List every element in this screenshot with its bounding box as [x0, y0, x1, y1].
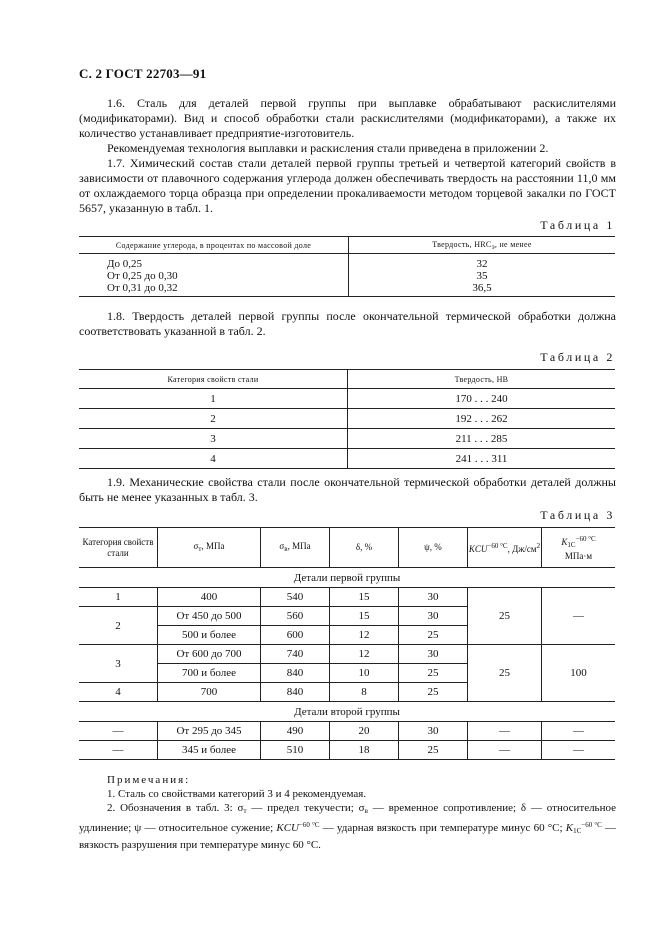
table-row: 4 700 840 8 25	[79, 683, 615, 702]
table3-header-delta: δ, %	[330, 528, 399, 568]
table3-header-sigma-t: $\sigma_т$, МПа	[158, 528, 261, 568]
note-2: 2. Обозначения в табл. 3: $\sigma_т$ — предел текучести; $\sigma_в$ — временное сопротивление; δ — относительное удлинение; ψ — относительное сужение; $KCU^{-60 ^\circ С}$ — ударная вязкость при температуре минус 60 °С; $K_{1С}^{-60 ^\circ С}$ — вязкость разрушения при температуре минус 60 °С.	[79, 802, 617, 851]
table3-header-k1c: $K_{1С}^{-60 ^\circ С}$ МПа·м	[542, 528, 616, 568]
table3-group2-row	[79, 702, 615, 722]
table-row: До 0,25 32	[79, 254, 615, 271]
page-header: С. 2 ГОСТ 22703—91	[79, 66, 207, 81]
table-row: — 345 и более 510 18 25 — —	[79, 741, 615, 760]
kcu-cat12: 25	[468, 588, 542, 645]
paragraph-recommendation: Рекомендуемая технология выплавки и раскисления стали приведена в приложении 2.	[107, 141, 549, 155]
note-1: 1. Сталь со свойствами категорий 3 и 4 рекомендуемая.	[107, 788, 367, 800]
table3-header-kcu: $KCU^{-60 ^\circ С}$, $Дж/см^2$	[468, 528, 542, 568]
table-row: 1 170 . . . 240	[79, 389, 615, 409]
group2-label: Детали второй группы	[79, 702, 615, 722]
table2-header-hardness: Твердость, НВ	[348, 370, 616, 389]
table-row: 500 и более 600 12 25	[79, 626, 615, 645]
table-3	[79, 527, 615, 760]
table-row: 700 и более 840 10 25	[79, 664, 615, 683]
table1-caption: Таблица 1	[540, 218, 615, 232]
notes	[79, 773, 616, 852]
table-2	[79, 369, 615, 469]
table-row: 4 241 . . . 311	[79, 449, 615, 469]
table3-header-psi: ψ, %	[399, 528, 468, 568]
paragraph-1-9: 1.9. Механические свойства стали после окончательной термической обработки деталей должны быть не менее указанных в табл. 3.	[79, 475, 616, 504]
kcu-cat34: 25	[468, 645, 542, 702]
table-row: 3 211 . . . 285	[79, 429, 615, 449]
notes-title: Примечания:	[107, 774, 191, 786]
table-row: От 0,31 до 0,32 36,5	[79, 282, 615, 297]
table3-header-category: Категория свойств стали	[79, 528, 158, 568]
table-row: 2 192 . . . 262	[79, 409, 615, 429]
table3-group1-row	[79, 568, 615, 588]
table-row: 3 От 600 до 700 740 12 30 25 100	[79, 645, 615, 664]
table2-caption: Таблица 2	[540, 350, 615, 364]
table1-header-carbon: Содержание углерода, в процентах по массовой доле	[79, 237, 349, 254]
table3-header-sigma-v: $\sigma_в$, МПа	[261, 528, 330, 568]
table-row: 2 От 450 до 500 560 15 30	[79, 607, 615, 626]
paragraph-1-6: 1.6. Сталь для деталей первой группы при выплавке обрабатывают раскислителями (модификаторами). Вид и способ обработки стали раскислителями (модификаторами), а также их количество устанавливает предприятие-изготовитель.	[79, 96, 616, 140]
table-row: — От 295 до 345 490 20 30 — —	[79, 722, 615, 741]
table-row: От 0,25 до 0,30 35	[79, 270, 615, 282]
group1-label: Детали первой группы	[79, 568, 615, 588]
table-row: 1 400 540 15 30 25 —	[79, 588, 615, 607]
k1c-cat34: 100	[542, 645, 616, 702]
k1c-cat12: —	[542, 588, 616, 645]
table-1	[79, 236, 615, 297]
paragraph-1-7: 1.7. Химический состав стали деталей первой группы третьей и четвертой категорий свойств в зависимости от плавочного содержания углерода должен обеспечивать твердость на расстоянии 11,0 мм от охлаждаемого торца образца при определении прокаливаемости методом торцевой закалки по ГОСТ 5657, указанную в табл. 1.	[79, 156, 616, 215]
table1-header-hardness: Твердость, HRCэ, не менее	[349, 237, 616, 254]
paragraph-1-8: 1.8. Твердость деталей первой группы после окончательной термической обработки должна соответствовать указанной в табл. 2.	[79, 309, 616, 338]
table3-caption: Таблица 3	[540, 508, 615, 522]
table2-header-category: Категория свойств стали	[79, 370, 348, 389]
